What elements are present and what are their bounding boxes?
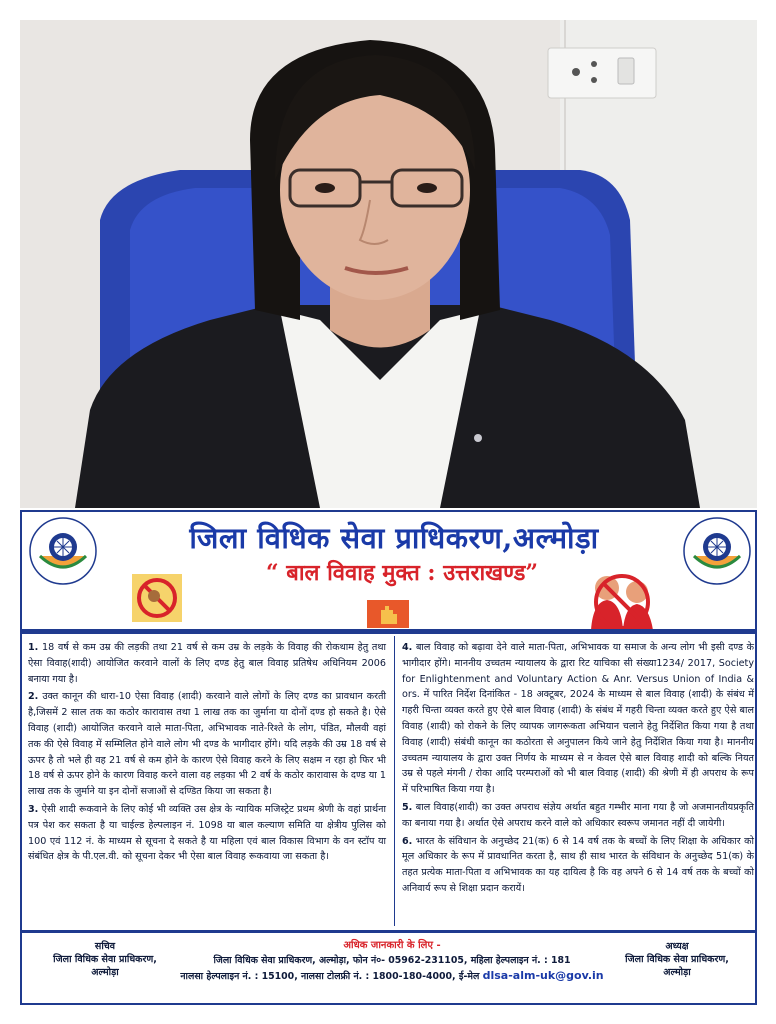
column-divider — [394, 636, 395, 926]
point-4: 4. बाल विवाह को बढ़ावा देने वाले माता-पिता, अभिभावक या समाज के अन्य लोग भी इसी दण्ड के भागीदार होंगे। माननीय उच्चतम न्यायालय के द्वारा रिट याचिका सी संख्या1234/ 2017, Society for Enlightenment and Voluntary Action & Anr. Versus Union of India & ors. में पारित निर्देश दिनांकित - 18 अक्टूबर, 2024 के माध्यम से बाल विवाह (शादी) के संबंध में गहरी चिन्ता व्यक्त करते हुए ऐसे बाल विवाह (शादी) के संबंध में गहरी चिन्ता व्यक्त करते हुए ऐसे बाल विवाह (शादी) को रोकने के लिए व्यापक जागरूकता अभियान चलाने हेतु निर्देशित किया गया है तथा विवाह (शादी) संबंधी कानून का कठोरता से अनुपालन किये जाने हेतु निर्देशित किया गया है। माननीय उच्चतम न्यायालय के द्वारा उक्त निर्णय के माध्यम से न केवल ऐसे बाल विवाह शादी को बल्कि नियत उम्र से पहले मंगनी / रोका आदि परम्पराओं को भी बाल विवाह (शादी) की श्रेणी में ही अपराध के रूप में परिभाषित किया गया है। — [402, 642, 754, 796]
poster-title: जिला विधिक सेवा प्राधिकरण,अल्मोड़ा — [189, 521, 599, 555]
poster-footer — [22, 934, 755, 1002]
point-6: 6. भारत के संविधान के अनुच्छेद 21(क) 6 से 14 वर्ष तक के बच्चों के लिए शिक्षा के अधिकार को मूल अधिकार के रूप में प्रावधानित करता है, साथ ही साथ भारत के संविधान के अनुच्छेद 51(क) के तहत प्रत्येक माता-पिता व अभिभावक का यह दायित्व है कि वह अपने 6 से 14 वर्ष तक के बच्चों को अनिवार्य रूप से शिक्षा प्रदान करायें। — [402, 835, 754, 894]
contact-line-1: जिला विधिक सेवा प्राधिकरण, अल्मोड़ा, फोन नं०- 05962-231105, महिला हेल्पलाइन नं. : 181 — [213, 955, 571, 966]
right-column — [402, 640, 754, 899]
contact-email[interactable]: dlsa-alm-uk@gov.in — [482, 969, 604, 982]
child-marriage-couple-icon — [577, 564, 667, 630]
left-column — [28, 640, 386, 867]
portrait-photo — [20, 20, 757, 508]
point-3: 3. ऐसी शादी रूकवाने के लिए कोई भी व्यक्ति उस क्षेत्र के न्यायिक मजिस्ट्रेट प्रथम श्रेणी के वहां प्रार्थना पत्र पेश कर सकता है या चाईल्ड हेल्पलाइन नं. 1098 या बाल कल्याण समिति या क्षेत्रीय पुलिस को 100 एवं 112 नं. के माध्यम से सूचना दे सकते है या महिला एवं बाल विकास विभाग के वन स्टॉप या संबंधित क्षेत्र के पी.एल.वी. को सूचना देकर भी ऐसा बाल विवाह रूकवाया जा सकता है। — [28, 803, 386, 863]
hand-stop-icon — [367, 600, 409, 628]
legal-services-emblem-right — [682, 516, 752, 586]
point-1: 1. 18 वर्ष से कम उम्र की लड़की तथा 21 वर्ष से कम उम्र के लड़के के विवाह की रोकथाम हेतु तथा ऐसा विवाह(शादी) आयोजित करवाने वालों के लिए दण्ड हेतु बाल विवाह प्रतिषेध अधिनियम 2006 बनाया गया है। — [28, 642, 386, 685]
contact-info — [172, 938, 612, 984]
awareness-poster — [20, 510, 757, 1005]
header-divider — [22, 629, 755, 634]
footer-divider — [22, 930, 755, 933]
portrait-illustration — [20, 20, 757, 508]
no-child-marriage-sticker — [132, 574, 182, 622]
legal-services-emblem-left — [28, 516, 98, 586]
point-2: 2. उक्त कानून की धारा-10 ऐसा विवाह (शादी) करवाने वाले लोगों के लिए दण्ड का प्रावधान करती है,जिसमें 2 साल तक का कठोर कारावास तथा 1 लाख तक का जुर्माना या दोनों दण्ड हो सकते है। ऐसे विवाह (शादी) आयोजित करवाने वाले माता-पिता, अभिभावक नाते-रिश्ते के लोग, पंडित, मौलवी वहां तक की ऐसे विवाह में सम्मिलित होने वाले लोग भी दण्ड के भागीदार होंगे। यदि लड़के की उम्र 18 वर्ष से ऊपर है तो भले ही वह 21 वर्ष से कम होने के कारण ऐसे विवाह करने के लिए सक्षम न रहा हो फिर भी 18 वर्ष से ऊपर होने के कारण विवाह करने वाला वह लड़का भी 2 वर्ष के कठोर कारावास के दण्ड या 1 लाख तक के जुर्माने या इन दोनों सजाओं से दण्डित किया जा सकता है। — [28, 691, 386, 798]
point-5: 5. बाल विवाह(शादी) का उक्त अपराध संज्ञेय अर्थात बहुत गम्भीर माना गया है जो अजमानतीयप्रकृति का बनाया गया है। अर्थात ऐसे अपराध करने वाले को अधिकार स्वरूप जमानत नहीं दी जायेगी। — [402, 801, 754, 829]
contact-line-2: नालसा हेल्पलाइन नं. : 15100, नालसा टोलफ्री नं. : 1800-180-4000, ई-मेल — [180, 971, 480, 982]
contact-lead: अधिक जानकारी के लिए - — [343, 940, 441, 951]
poster-subtitle: “ बाल विवाह मुक्त : उत्तराखण्ड” — [265, 560, 539, 586]
secretary-signature-block: सचिव जिला विधिक सेवा प्राधिकरण, अल्मोड़ा — [53, 941, 157, 978]
chairman-signature-block: अध्यक्ष जिला विधिक सेवा प्राधिकरण, अल्मोड़ा — [625, 941, 729, 978]
